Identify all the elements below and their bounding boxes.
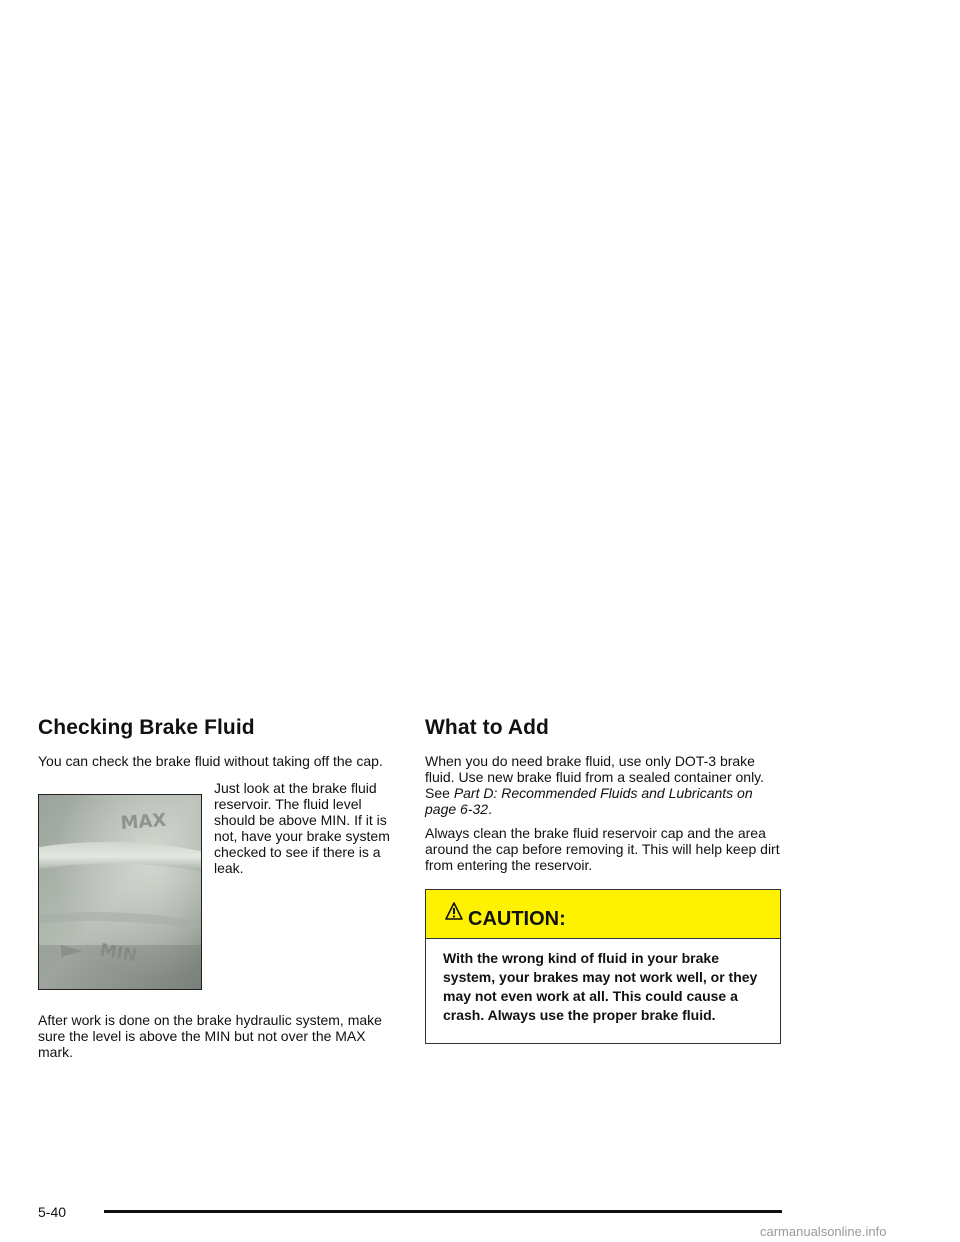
- section-what-to-add: [425, 716, 785, 1044]
- intro-paragraph: You can check the brake fluid without taking off the cap.: [38, 753, 383, 769]
- section-heading: Checking Brake Fluid: [38, 716, 255, 739]
- brake-reservoir-photo: [38, 794, 202, 990]
- fluid-type-paragraph: When you do need brake fluid, use only DOT-3 brake fluid. Use new brake fluid from a sealed container only. See Part D: Recommended Fluids and Lubricants on page 6-32.: [425, 753, 765, 817]
- figure-row: [38, 780, 398, 1008]
- caution-box: [425, 889, 781, 1044]
- cross-reference-link[interactable]: Part D: Recommended Fluids and Lubricants on page 6-32: [425, 785, 753, 817]
- section-heading: What to Add: [425, 716, 549, 739]
- section-checking-brake-fluid: [38, 716, 398, 1060]
- clean-cap-paragraph: Always clean the brake fluid reservoir cap and the area around the cap before removing it. This will help keep dirt from entering the reservoir.: [425, 825, 780, 873]
- after-work-paragraph: After work is done on the brake hydraulic system, make sure the level is above the MIN but not over the MAX mark.: [38, 1012, 382, 1060]
- caution-text: With the wrong kind of fluid in your brake system, your brakes may not work well, or they may not even work at all. This could cause a crash. Always use the proper brake fluid.: [443, 950, 758, 1023]
- page-number: 5-40: [38, 1204, 67, 1220]
- watermark: carmanualsonline.info: [760, 1224, 887, 1239]
- footer-rule: [104, 1210, 782, 1213]
- min-mark: MIN: [98, 940, 139, 967]
- caution-title: CAUTION:: [468, 907, 566, 930]
- caution-header: [426, 890, 780, 939]
- max-mark: MAX: [119, 809, 167, 834]
- warning-icon: [444, 901, 464, 928]
- side-paragraph: Just look at the brake fluid reservoir. The fluid level should be above MIN. If it is not, have your brake system checked to see if there is a leak.: [214, 780, 390, 876]
